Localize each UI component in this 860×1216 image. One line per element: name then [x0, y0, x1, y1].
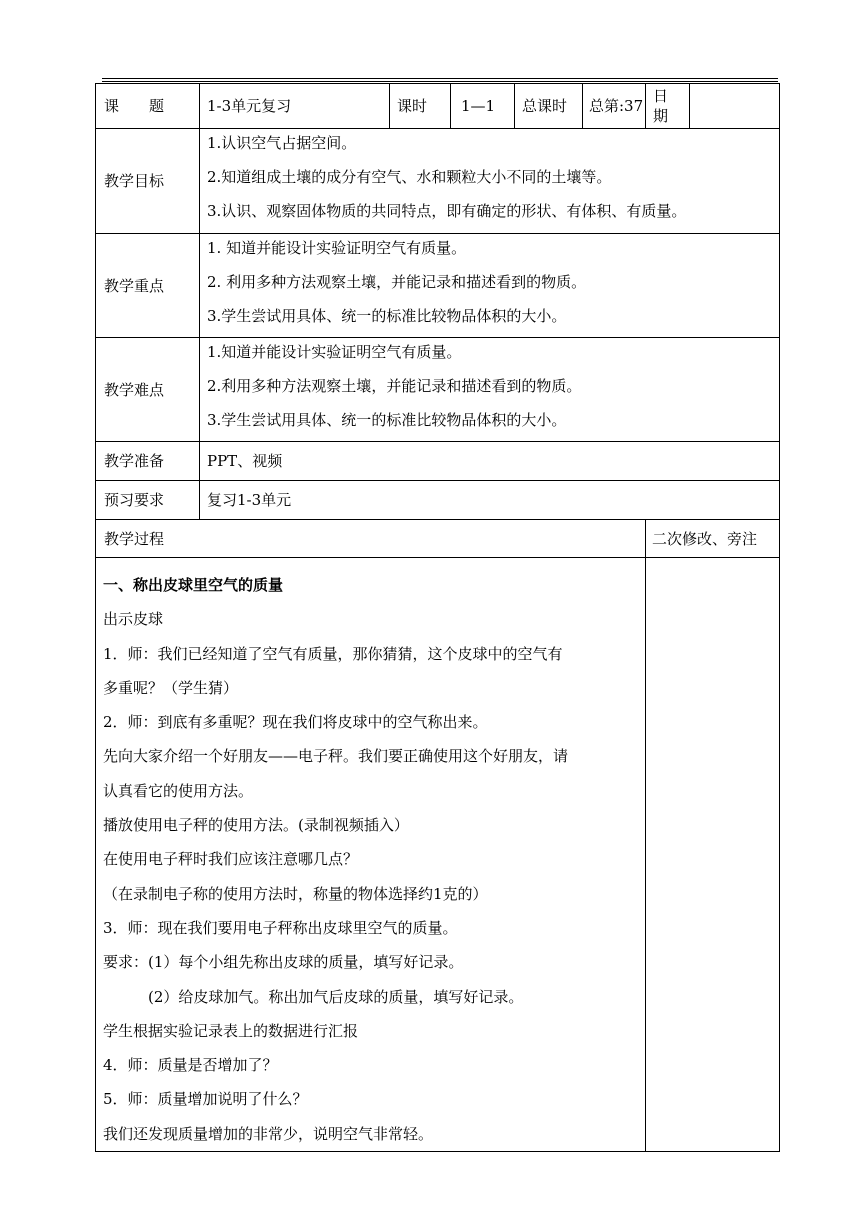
preview-value: 复习1-3单元: [200, 481, 780, 520]
goals-label: 教学目标: [96, 129, 200, 234]
difficulty-3: 3.学生尝试用具体、统一的标准比较物品体积的大小。: [207, 411, 567, 429]
topic-label: 课 题: [96, 84, 200, 129]
lesson-label: 课时: [390, 84, 451, 129]
total-value: 总第:37: [583, 84, 646, 129]
lesson-value: 1—1: [451, 84, 515, 129]
process-line-9: 在使用电子秤时我们应该注意哪几点？: [103, 850, 359, 869]
process-line-3: 1．师：我们已经知道了空气有质量，那你猜猜，这个皮球中的空气有: [103, 644, 563, 663]
process-line-4: 多重呢？（学生猜）: [103, 678, 239, 697]
goals-item-2: 2.知道组成土壤的成分有空气、水和颗粒大小不同的土壤等。: [207, 168, 612, 186]
key-points-label: 教学重点: [96, 234, 200, 338]
difficulties-label: 教学难点: [96, 338, 200, 442]
process-line-5: 2．师：到底有多重呢？现在我们将皮球中的空气称出来。: [103, 713, 488, 732]
lesson-plan-table: [95, 83, 780, 1152]
process-label: 教学过程: [96, 520, 646, 558]
process-line-16: 5．师：质量增加说明了什么？: [103, 1090, 308, 1109]
process-line-13: (2）给皮球加气。称出加气后皮球的质量，填写好记录。: [103, 987, 524, 1006]
process-line-2: 出示皮球: [103, 610, 164, 629]
key-point-2: 2. 利用多种方法观察土壤，并能记录和描述看到的物质。: [207, 273, 587, 291]
process-header-row: [96, 520, 780, 558]
key-point-3: 3.学生尝试用具体、统一的标准比较物品体积的大小。: [207, 307, 567, 325]
goals-item-3: 3.认识、观察固体物质的共同特点，即有确定的形状、有体积、有质量。: [207, 202, 687, 220]
process-body-row: [96, 558, 780, 1152]
key-points-content: [200, 234, 780, 338]
header-rule-top: [102, 78, 778, 79]
key-points-row: [96, 234, 780, 338]
date-label: [646, 84, 690, 129]
process-line-8: 播放使用电子秤的使用方法。(录制视频插入）: [103, 816, 409, 835]
process-line-14: 学生根据实验记录表上的数据进行汇报: [103, 1021, 359, 1040]
preparation-row: [96, 442, 780, 481]
preview-label: 预习要求: [96, 481, 200, 520]
total-label: 总课时: [515, 84, 583, 129]
preparation-value: PPT、视频: [200, 442, 780, 481]
topic-value: 1-3单元复习: [200, 84, 390, 129]
process-line-15: 4．师：质量是否增加了？: [103, 1056, 278, 1075]
notes-label: 二次修改、旁注: [646, 520, 780, 558]
date-label-2: 期: [653, 107, 669, 125]
difficulty-1: 1.知道并能设计实验证明空气有质量。: [207, 343, 462, 361]
key-point-1: 1. 知道并能设计实验证明空气有质量。: [207, 239, 467, 257]
goals-item-1: 1.认识空气占据空间。: [207, 134, 357, 152]
process-line-6: 先向大家介绍一个好朋友——电子秤。我们要正确使用这个好朋友，请: [103, 747, 569, 766]
process-line-17: 我们还发现质量增加的非常少，说明空气非常轻。: [103, 1124, 434, 1143]
notes-content: [646, 558, 780, 1152]
header-row: [96, 84, 780, 129]
preparation-label: 教学准备: [96, 442, 200, 481]
process-line-10: （在录制电子称的使用方法时，称量的物体选择约1克的）: [103, 884, 488, 903]
goals-row: [96, 129, 780, 234]
date-value: [690, 84, 780, 129]
preview-row: [96, 481, 780, 520]
difficulties-row: [96, 338, 780, 442]
process-line-1: 一、称出皮球里空气的质量: [103, 576, 284, 594]
date-label-1: 日: [653, 87, 669, 105]
process-content: [96, 558, 646, 1152]
difficulty-2: 2.利用多种方法观察土壤，并能记录和描述看到的物质。: [207, 377, 582, 395]
goals-content: [200, 129, 780, 234]
process-line-7: 认真看它的使用方法。: [103, 781, 254, 800]
process-line-11: 3．师：现在我们要用电子秤称出皮球里空气的质量。: [103, 918, 458, 937]
header-rule-bottom: [102, 81, 778, 82]
difficulties-content: [200, 338, 780, 442]
process-line-12: 要求：(1）每个小组先称出皮球的质量，填写好记录。: [103, 953, 464, 972]
